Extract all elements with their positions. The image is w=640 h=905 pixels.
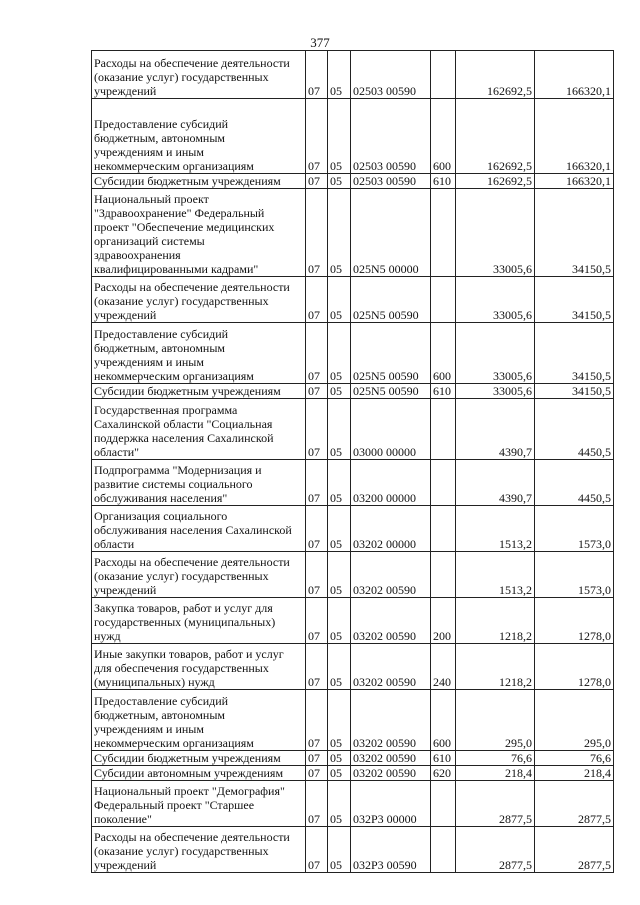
subsection-code-cell: 05 (328, 174, 351, 189)
table-row (92, 690, 614, 751)
amount-year2-cell: 1573,0 (535, 506, 614, 552)
table-row (92, 277, 614, 323)
expense-type-cell: 240 (431, 644, 456, 690)
table-row (92, 399, 614, 460)
table-row (92, 506, 614, 552)
amount-year2-cell: 34150,5 (535, 323, 614, 384)
target-article-cell: 025N5 00000 (351, 189, 431, 277)
amount-year1-cell: 33005,6 (456, 384, 535, 399)
expense-type-cell (431, 460, 456, 506)
table-row (92, 751, 614, 766)
amount-year1-cell: 1218,2 (456, 644, 535, 690)
section-code-cell: 07 (306, 174, 328, 189)
amount-year2-cell: 34150,5 (535, 189, 614, 277)
budget-table-body (92, 51, 614, 873)
section-code-cell: 07 (306, 189, 328, 277)
amount-year1-cell: 1513,2 (456, 506, 535, 552)
target-article-cell: 03202 00590 (351, 751, 431, 766)
row-name-cell: Субсидии бюджетным учреждениям (92, 174, 306, 189)
target-article-cell: 03000 00000 (351, 399, 431, 460)
row-name-cell: Закупка товаров, работ и услуг для государственных (муниципальных) нужд (92, 598, 306, 644)
amount-year1-cell: 295,0 (456, 690, 535, 751)
target-article-cell: 025N5 00590 (351, 323, 431, 384)
expense-type-cell (431, 506, 456, 552)
target-article-cell: 02503 00590 (351, 51, 431, 99)
amount-year1-cell: 162692,5 (456, 174, 535, 189)
section-code-cell: 07 (306, 827, 328, 873)
section-code-cell: 07 (306, 277, 328, 323)
amount-year1-cell: 162692,5 (456, 99, 535, 174)
row-name-cell: Национальный проект "Здравоохранение" Федеральный проект "Обеспечение медицинских организаций системы здравоохранения квалифицированными кадрами" (92, 189, 306, 277)
section-code-cell: 07 (306, 781, 328, 827)
target-article-cell: 03202 00000 (351, 506, 431, 552)
table-row (92, 460, 614, 506)
table-row (92, 99, 614, 174)
page-number: 377 (310, 35, 330, 50)
subsection-code-cell: 05 (328, 277, 351, 323)
table-row (92, 384, 614, 399)
expense-type-cell: 610 (431, 174, 456, 189)
subsection-code-cell: 05 (328, 384, 351, 399)
expense-type-cell (431, 827, 456, 873)
table-row (92, 189, 614, 277)
subsection-code-cell: 05 (328, 189, 351, 277)
budget-table (91, 50, 614, 873)
expense-type-cell: 610 (431, 384, 456, 399)
amount-year2-cell: 76,6 (535, 751, 614, 766)
subsection-code-cell: 05 (328, 766, 351, 781)
amount-year2-cell: 4450,5 (535, 399, 614, 460)
table-row (92, 51, 614, 99)
amount-year1-cell: 33005,6 (456, 323, 535, 384)
subsection-code-cell: 05 (328, 51, 351, 99)
subsection-code-cell: 05 (328, 323, 351, 384)
amount-year1-cell: 2877,5 (456, 827, 535, 873)
expense-type-cell (431, 51, 456, 99)
section-code-cell: 07 (306, 99, 328, 174)
target-article-cell: 03202 00590 (351, 766, 431, 781)
amount-year1-cell: 33005,6 (456, 189, 535, 277)
subsection-code-cell: 05 (328, 644, 351, 690)
amount-year2-cell: 4450,5 (535, 460, 614, 506)
section-code-cell: 07 (306, 384, 328, 399)
section-code-cell: 07 (306, 506, 328, 552)
row-name-cell: Расходы на обеспечение деятельности (оказание услуг) государственных учреждений (92, 277, 306, 323)
row-name-cell: Расходы на обеспечение деятельности (оказание услуг) государственных учреждений (92, 552, 306, 598)
row-name-cell: Субсидии бюджетным учреждениям (92, 384, 306, 399)
table-row (92, 766, 614, 781)
row-name-cell: Иные закупки товаров, работ и услуг для обеспечения государственных (муниципальных) нужд (92, 644, 306, 690)
amount-year2-cell: 1278,0 (535, 644, 614, 690)
amount-year2-cell: 166320,1 (535, 174, 614, 189)
row-name-cell: Подпрограмма "Модернизация и развитие системы социального обслуживания населения" (92, 460, 306, 506)
target-article-cell: 03200 00000 (351, 460, 431, 506)
subsection-code-cell: 05 (328, 827, 351, 873)
subsection-code-cell: 05 (328, 552, 351, 598)
expense-type-cell: 620 (431, 766, 456, 781)
subsection-code-cell: 05 (328, 399, 351, 460)
target-article-cell: 032P3 00590 (351, 827, 431, 873)
section-code-cell: 07 (306, 399, 328, 460)
target-article-cell: 03202 00590 (351, 690, 431, 751)
amount-year1-cell: 4390,7 (456, 399, 535, 460)
table-row (92, 827, 614, 873)
amount-year1-cell: 162692,5 (456, 51, 535, 99)
amount-year1-cell: 1218,2 (456, 598, 535, 644)
row-name-cell: Предоставление субсидий бюджетным, автономным учреждениям и иным некоммерческим организациям (92, 690, 306, 751)
subsection-code-cell: 05 (328, 506, 351, 552)
expense-type-cell: 200 (431, 598, 456, 644)
amount-year2-cell: 1573,0 (535, 552, 614, 598)
subsection-code-cell: 05 (328, 690, 351, 751)
row-name-cell: Государственная программа Сахалинской области "Социальная поддержка населения Сахалинской области" (92, 399, 306, 460)
target-article-cell: 03202 00590 (351, 598, 431, 644)
amount-year2-cell: 2877,5 (535, 827, 614, 873)
subsection-code-cell: 05 (328, 99, 351, 174)
target-article-cell: 03202 00590 (351, 552, 431, 598)
target-article-cell: 025N5 00590 (351, 384, 431, 399)
target-article-cell: 025N5 00590 (351, 277, 431, 323)
section-code-cell: 07 (306, 552, 328, 598)
expense-type-cell (431, 781, 456, 827)
amount-year1-cell: 4390,7 (456, 460, 535, 506)
section-code-cell: 07 (306, 751, 328, 766)
section-code-cell: 07 (306, 644, 328, 690)
section-code-cell: 07 (306, 460, 328, 506)
subsection-code-cell: 05 (328, 751, 351, 766)
subsection-code-cell: 05 (328, 460, 351, 506)
table-row (92, 552, 614, 598)
table-row (92, 598, 614, 644)
section-code-cell: 07 (306, 323, 328, 384)
amount-year2-cell: 34150,5 (535, 384, 614, 399)
amount-year1-cell: 1513,2 (456, 552, 535, 598)
amount-year2-cell: 295,0 (535, 690, 614, 751)
row-name-cell: Субсидии автономным учреждениям (92, 766, 306, 781)
amount-year2-cell: 34150,5 (535, 277, 614, 323)
section-code-cell: 07 (306, 766, 328, 781)
amount-year1-cell: 218,4 (456, 766, 535, 781)
section-code-cell: 07 (306, 690, 328, 751)
row-name-cell: Предоставление субсидий бюджетным, автономным учреждениям и иным некоммерческим организациям (92, 323, 306, 384)
amount-year2-cell: 166320,1 (535, 51, 614, 99)
expense-type-cell: 600 (431, 99, 456, 174)
subsection-code-cell: 05 (328, 781, 351, 827)
target-article-cell: 032P3 00000 (351, 781, 431, 827)
row-name-cell: Расходы на обеспечение деятельности (оказание услуг) государственных учреждений (92, 51, 306, 99)
target-article-cell: 02503 00590 (351, 99, 431, 174)
amount-year2-cell: 1278,0 (535, 598, 614, 644)
amount-year1-cell: 76,6 (456, 751, 535, 766)
expense-type-cell: 600 (431, 323, 456, 384)
table-row (92, 323, 614, 384)
amount-year2-cell: 218,4 (535, 766, 614, 781)
row-name-cell: Национальный проект "Демография" Федеральный проект "Старшее поколение" (92, 781, 306, 827)
subsection-code-cell: 05 (328, 598, 351, 644)
expense-type-cell (431, 399, 456, 460)
row-name-cell: Расходы на обеспечение деятельности (оказание услуг) государственных учреждений (92, 827, 306, 873)
expense-type-cell: 600 (431, 690, 456, 751)
row-name-cell: Организация социального обслуживания населения Сахалинской области (92, 506, 306, 552)
expense-type-cell (431, 552, 456, 598)
amount-year2-cell: 2877,5 (535, 781, 614, 827)
table-row (92, 781, 614, 827)
section-code-cell: 07 (306, 598, 328, 644)
amount-year2-cell: 166320,1 (535, 99, 614, 174)
expense-type-cell: 610 (431, 751, 456, 766)
expense-type-cell (431, 277, 456, 323)
target-article-cell: 02503 00590 (351, 174, 431, 189)
target-article-cell: 03202 00590 (351, 644, 431, 690)
expense-type-cell (431, 189, 456, 277)
section-code-cell: 07 (306, 51, 328, 99)
row-name-cell: Предоставление субсидий бюджетным, автономным учреждениям и иным некоммерческим организациям (92, 99, 306, 174)
amount-year1-cell: 2877,5 (456, 781, 535, 827)
amount-year1-cell: 33005,6 (456, 277, 535, 323)
table-row (92, 644, 614, 690)
row-name-cell: Субсидии бюджетным учреждениям (92, 751, 306, 766)
table-row (92, 174, 614, 189)
